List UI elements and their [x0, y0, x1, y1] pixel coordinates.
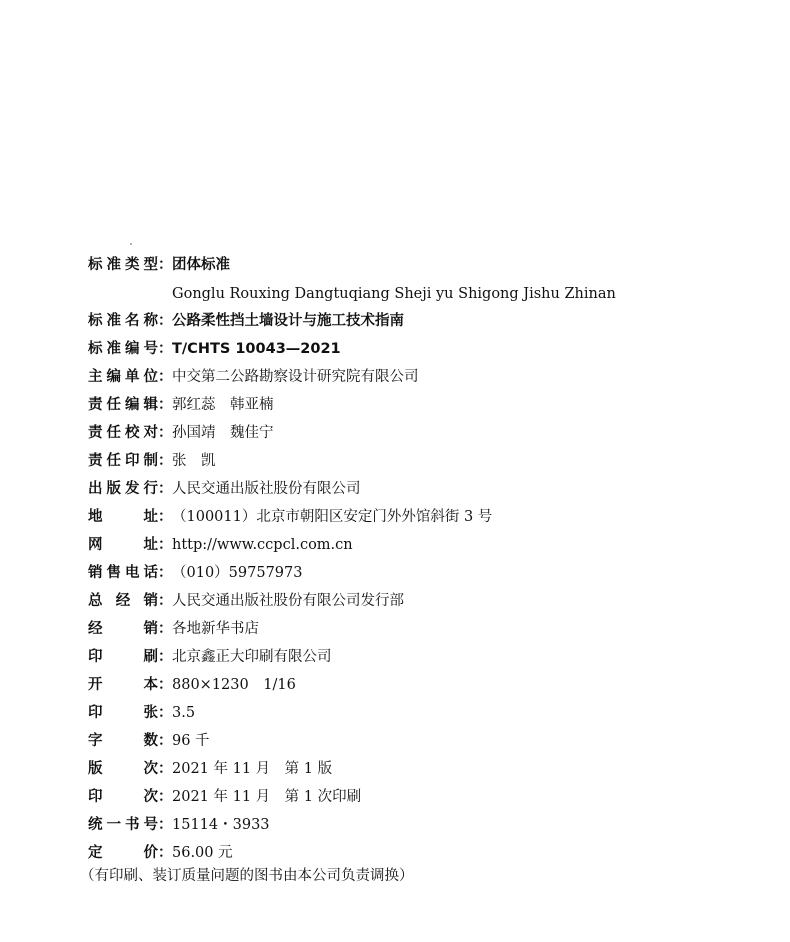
field-standard-name [88, 309, 404, 333]
field-colon: ： [158, 397, 173, 413]
field-label: 标准类型 [88, 257, 158, 273]
field-label: 标准编号 [88, 341, 158, 357]
field-label: 责任印制 [88, 453, 158, 469]
field-colon: ： [158, 733, 173, 749]
field-sheets [88, 701, 195, 725]
field-label: 标准名称 [88, 313, 158, 329]
field-book-number [88, 813, 270, 837]
quality-note: （有印刷、装订质量问题的图书由本公司负责调换） [80, 868, 414, 884]
field-label: 总经销 [88, 593, 158, 609]
field-value: 880×1230 1/16 [172, 677, 296, 693]
field-value: 郭红蕊 韩亚楠 [172, 397, 274, 413]
field-colon: ： [158, 649, 173, 665]
field-value: 孙国靖 魏佳宁 [172, 425, 274, 441]
field-sales-phone [88, 561, 302, 585]
field-label: 销售电话 [88, 565, 158, 581]
field-colon: ： [158, 257, 173, 273]
field-value: 张 凯 [172, 453, 216, 469]
field-publisher [88, 477, 361, 501]
field-value: 2021 年 11 月 第 1 次印刷 [172, 789, 362, 805]
field-proofreader [88, 421, 274, 445]
field-colon: ： [158, 817, 173, 833]
field-label: 网址 [88, 537, 158, 553]
field-value: 56.00 元 [172, 845, 233, 861]
field-label: 印刷 [88, 649, 158, 665]
field-value: 中交第二公路勘察设计研究院有限公司 [172, 369, 419, 385]
field-value: T/CHTS 10043—2021 [172, 341, 341, 357]
field-value: 北京鑫正大印刷有限公司 [172, 649, 332, 665]
field-colon: ： [158, 481, 173, 497]
field-address [88, 505, 492, 529]
field-price [88, 841, 233, 865]
field-colon: ： [158, 761, 173, 777]
field-label: 地址 [88, 509, 158, 525]
scan-speck [130, 243, 132, 245]
field-website [88, 533, 353, 557]
field-label: 责任校对 [88, 425, 158, 441]
field-label: 开本 [88, 677, 158, 693]
field-colon: ： [158, 845, 173, 861]
field-value: 96 千 [172, 733, 210, 749]
field-responsible-editor [88, 393, 274, 417]
field-colon: ： [158, 369, 173, 385]
field-label: 版次 [88, 761, 158, 777]
field-colon: ： [158, 705, 173, 721]
field-colon: ： [158, 677, 173, 693]
field-label: 印次 [88, 789, 158, 805]
field-label: 印张 [88, 705, 158, 721]
field-label: 责任编辑 [88, 397, 158, 413]
field-value: 人民交通出版社股份有限公司 [172, 481, 361, 497]
field-value: 15114・3933 [172, 817, 270, 833]
field-printing-supervisor [88, 449, 216, 473]
field-value: 人民交通出版社股份有限公司发行部 [172, 593, 404, 609]
field-distributor [88, 617, 259, 641]
field-colon: ： [158, 453, 173, 469]
field-format [88, 673, 296, 697]
field-printing [88, 785, 361, 809]
field-colon: ： [158, 789, 173, 805]
field-word-count [88, 729, 210, 753]
field-colon: ： [158, 537, 173, 553]
field-standard-number [88, 337, 341, 361]
field-value: （100011）北京市朝阳区安定门外外馆斜街 3 号 [172, 509, 493, 525]
field-general-distributor [88, 589, 404, 613]
field-value: 各地新华书店 [172, 621, 259, 637]
field-colon: ： [158, 593, 173, 609]
field-colon: ： [158, 341, 173, 357]
field-colon: ： [158, 313, 173, 329]
field-label: 出版发行 [88, 481, 158, 497]
pinyin-title: Gonglu Rouxing Dangtuqiang Sheji yu Shigong Jishu Zhinan [172, 286, 616, 302]
field-chief-editor-unit [88, 365, 419, 389]
field-printer [88, 645, 332, 669]
field-standard-type [88, 253, 230, 277]
field-value: 3.5 [172, 705, 196, 721]
field-label: 主编单位 [88, 369, 158, 385]
field-value: http://www.ccpcl.com.cn [172, 537, 353, 553]
field-label: 定价 [88, 845, 158, 861]
field-colon: ： [158, 425, 173, 441]
field-colon: ： [158, 621, 173, 637]
field-label: 经销 [88, 621, 158, 637]
field-label: 统一书号 [88, 817, 158, 833]
field-edition [88, 757, 332, 781]
field-colon: ： [158, 509, 173, 525]
field-value: （010）59757973 [172, 565, 303, 581]
field-colon: ： [158, 565, 173, 581]
field-value: 2021 年 11 月 第 1 版 [172, 761, 333, 777]
field-label: 字数 [88, 733, 158, 749]
field-value: 团体标准 [172, 257, 230, 273]
field-value: 公路柔性挡土墙设计与施工技术指南 [172, 313, 404, 329]
